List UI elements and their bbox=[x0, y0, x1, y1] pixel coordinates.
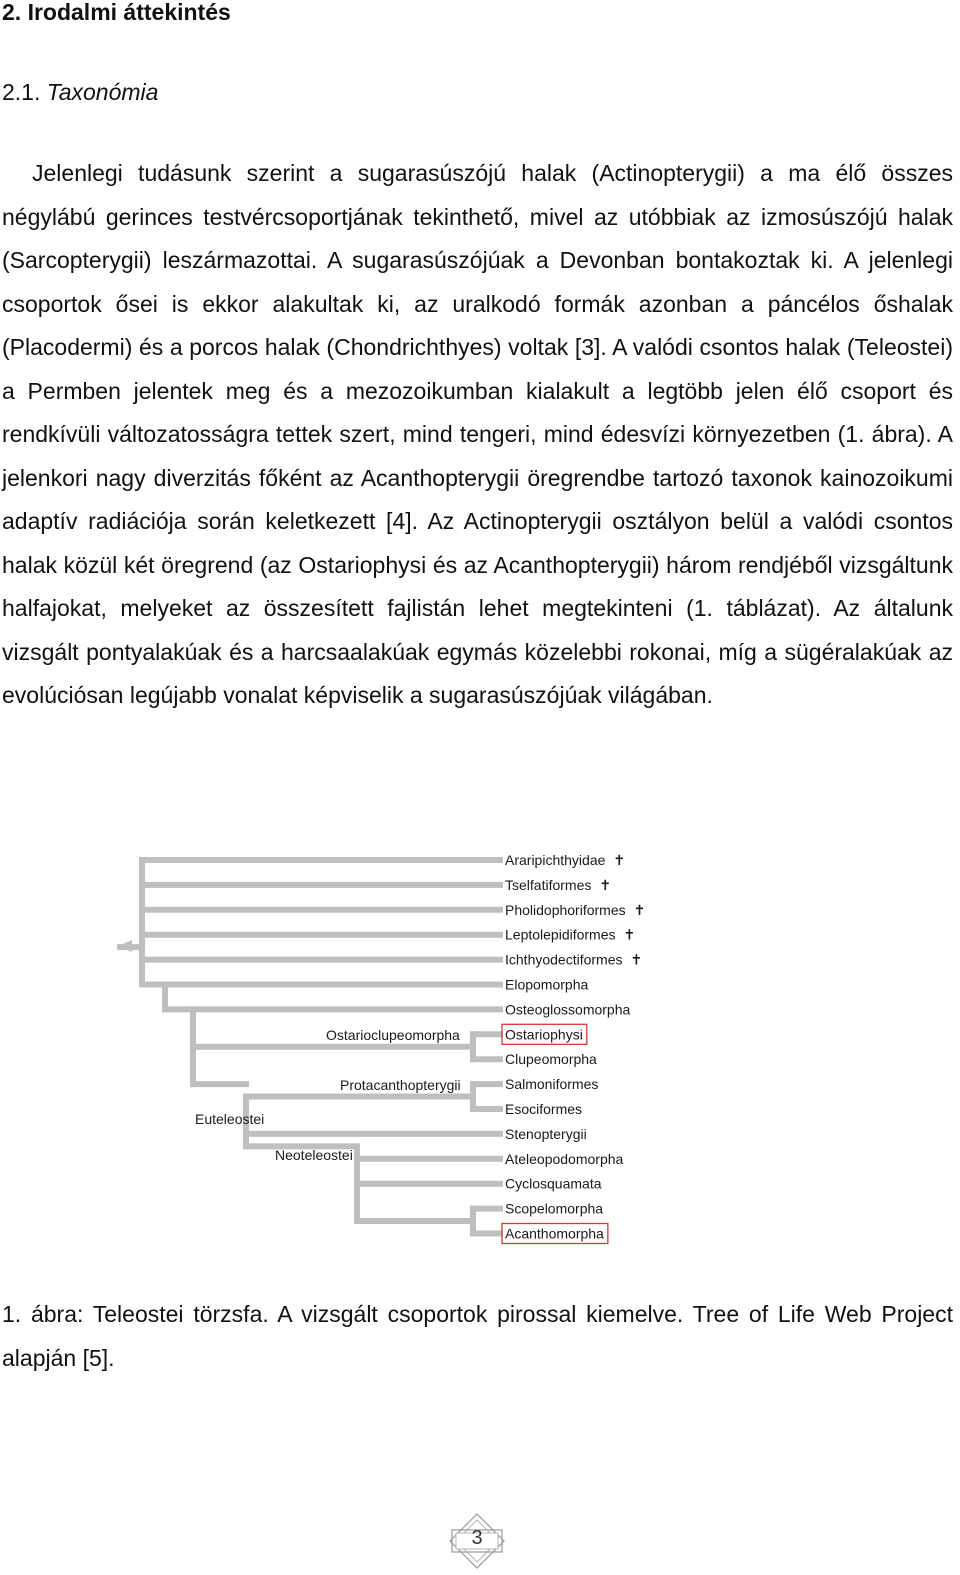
section-heading: 2. Irodalmi áttekintés bbox=[2, 0, 231, 25]
taxon-label-clupeomorpha: Clupeomorpha bbox=[505, 1051, 597, 1068]
taxon-label-ichthyodectiformes: Ichthyodectiformes bbox=[505, 951, 623, 968]
taxon-label-scopelomorpha: Scopelomorpha bbox=[505, 1200, 604, 1217]
page-number: 3 bbox=[471, 1527, 483, 1549]
tree-leaves bbox=[502, 852, 645, 1244]
clade-label-protacanthopterygii: Protacanthopterygii bbox=[340, 1077, 461, 1093]
taxon-label-araripichthyidae: Araripichthyidae bbox=[505, 852, 606, 868]
phylogenetic-tree bbox=[0, 840, 700, 1250]
taxon-label-pholidophoriformes: Pholidophoriformes bbox=[505, 901, 626, 918]
taxon-label-esociformes: Esociformes bbox=[505, 1101, 583, 1117]
subsection-number: 2.1. bbox=[2, 79, 41, 105]
extinct-cross-icon: ✝ bbox=[633, 901, 646, 918]
clade-label-euteleostei: Euteleostei bbox=[195, 1111, 265, 1127]
taxon-label-leptolepidiformes: Leptolepidiformes bbox=[505, 926, 616, 943]
clade-label-neoteleostei: Neoteleostei bbox=[275, 1147, 353, 1163]
subsection-heading bbox=[2, 76, 158, 108]
body-paragraph: Jelenlegi tudásunk szerint a sugarasúszójú halak (Actinopterygii) a ma élő összes négylábú gerinces testvércsoportjának tekinthető, mivel az utóbbiak az izmosúszójú halak (Sarcopterygii) leszármazottai. A sugarasúszójúak a Devonban bontakoztak ki. A jelenlegi csoportok ősei is ekkor alakultak ki, az uralkodó formák azonban a páncélos őshalak (Placodermi) és a porcos halak (Chondrichthyes) voltak [3]. A valódi csontos halak (Teleostei) a Permben jelentek meg és a mezozoikumban kialakult a legtöbb jelen élő csoport és rendkívüli változatosságra tettek szert, mind tengeri, mind édesvízi környezetben (1. ábra). A jelenkori nagy diverzitás főként az Acanthopterygii öregrendbe tartozó taxonok kainozoikumi adaptív radiációja során keletkezett [4]. Az Actinopterygii osztályon belül a valódi csontos halak közül két öregrend (az Ostariophysi és az Acanthopterygii) három rendjéből vizsgáltunk halfajokat, melyeket az összesített fajlistán lehet megtekinteni (1. táblázat). Az általunk vizsgált pontyalakúak és a harcsaalakúak egymás közelebbi rokonai, míg a sügéralakúak az evolúciósan legújabb vonalat képviselik a sugarasúszójúak világában. bbox=[2, 160, 953, 708]
subsection-title: Taxonómia bbox=[46, 79, 159, 105]
taxon-label-stenopterygii: Stenopterygii bbox=[505, 1125, 587, 1142]
extinct-cross-icon: ✝ bbox=[623, 926, 636, 943]
taxon-label-ostariophysi: Ostariophysi bbox=[505, 1026, 583, 1043]
taxon-label-elopomorpha: Elopomorpha bbox=[505, 976, 589, 993]
clade-label-ostarioclupeomorpha: Ostarioclupeomorpha bbox=[326, 1027, 460, 1043]
extinct-cross-icon: ✝ bbox=[599, 876, 612, 893]
taxon-label-osteoglossomorpha: Osteoglossomorpha bbox=[505, 1001, 631, 1018]
taxon-label-ateleopodomorpha: Ateleopodomorpha bbox=[505, 1150, 624, 1167]
tree-branches bbox=[120, 860, 500, 1234]
taxon-label-tselfatiformes: Tselfatiformes bbox=[505, 876, 592, 893]
page-number-badge bbox=[446, 1512, 508, 1570]
extinct-cross-icon: ✝ bbox=[613, 852, 626, 868]
taxon-label-cyclosquamata: Cyclosquamata bbox=[505, 1175, 602, 1192]
taxon-label-salmoniformes: Salmoniformes bbox=[505, 1076, 599, 1093]
extinct-cross-icon: ✝ bbox=[630, 951, 643, 968]
figure-caption: 1. ábra: Teleostei törzsfa. A vizsgált csoportok pirossal kiemelve. Tree of Life Web Project alapján [5]. bbox=[2, 1301, 953, 1371]
root-arrow-icon bbox=[118, 940, 132, 952]
taxon-label-acanthomorpha: Acanthomorpha bbox=[505, 1225, 604, 1242]
